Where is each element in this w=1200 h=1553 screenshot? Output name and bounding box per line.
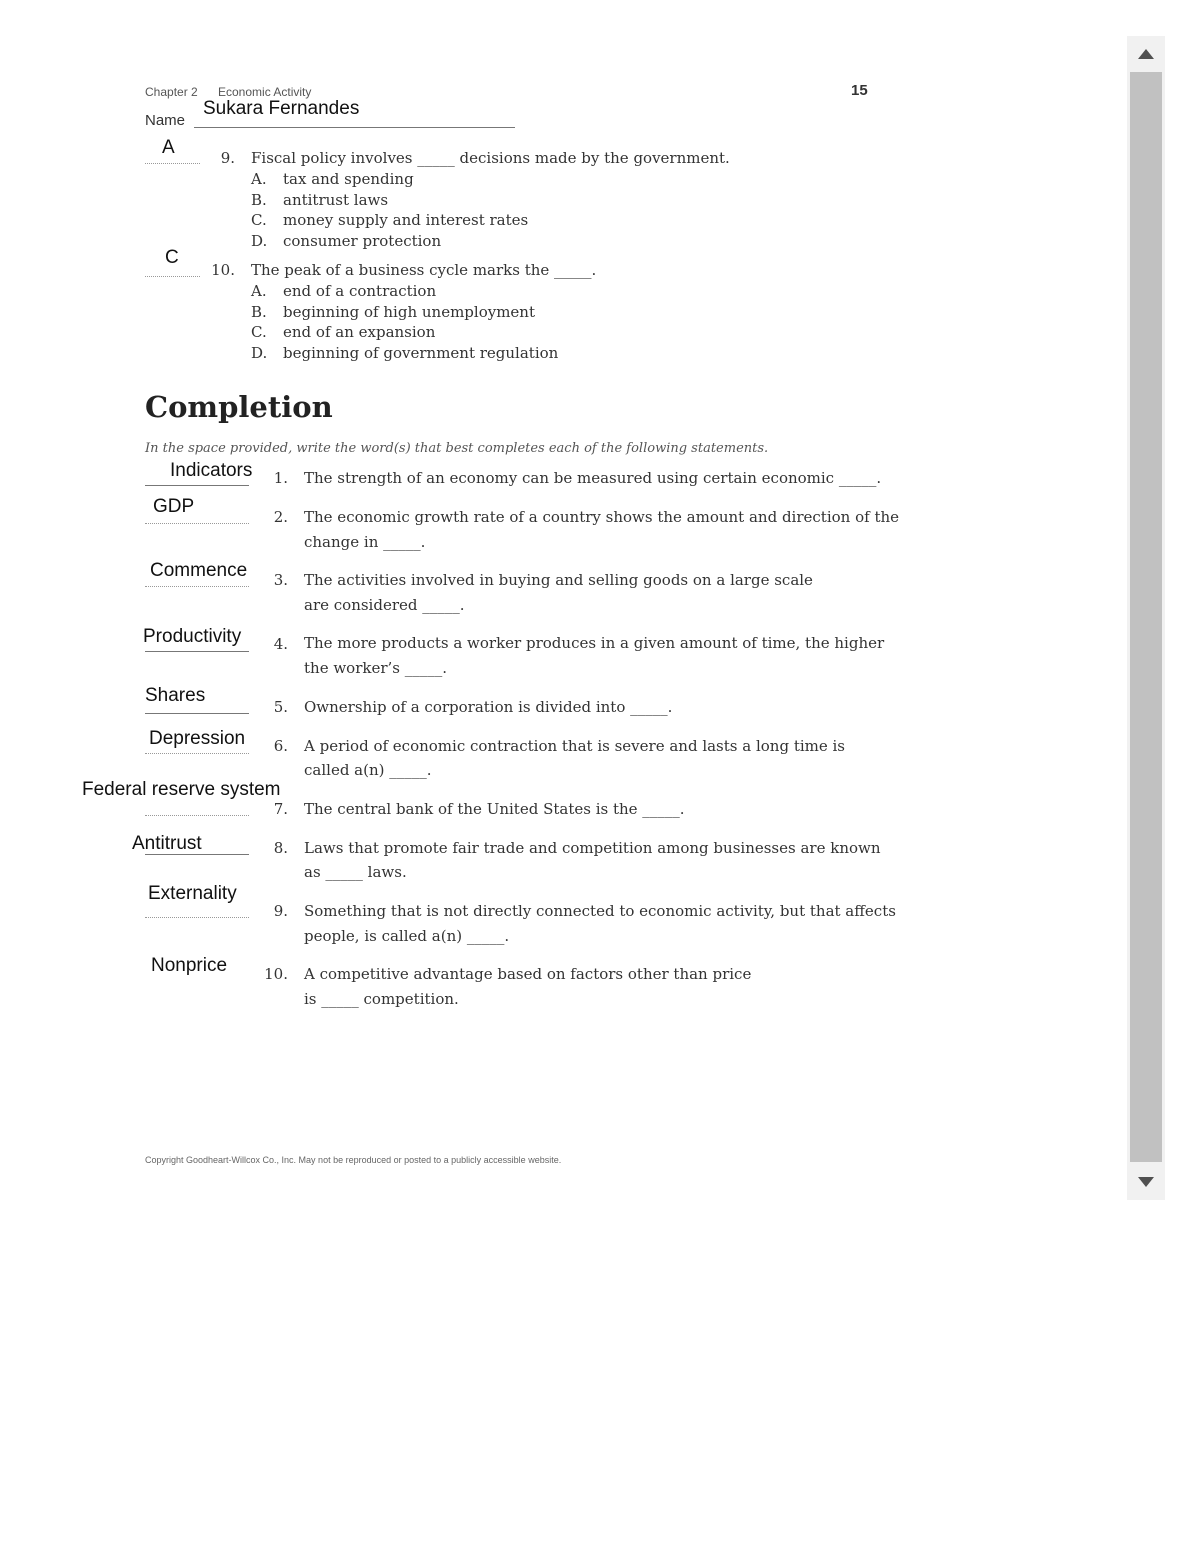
question-number: 10.	[211, 261, 235, 279]
scroll-down-button[interactable]	[1127, 1164, 1165, 1200]
item-number: 7.	[273, 800, 288, 818]
item-text: The strength of an economy can be measured using certain economic _____.	[304, 469, 882, 487]
triangle-down-icon	[1137, 1176, 1155, 1188]
answer-line	[145, 586, 249, 587]
item-text: Something that is not directly connected to economic activity, but that affects	[304, 902, 896, 920]
item-text: as _____ laws.	[304, 863, 407, 881]
item-number: 5.	[273, 698, 288, 716]
answer-line	[145, 854, 249, 855]
option-letter: D.	[251, 344, 268, 362]
completion-answer-2[interactable]: GDP	[153, 496, 195, 517]
name-label: Name	[145, 112, 186, 129]
item-text: The economic growth rate of a country shows the amount and direction of the	[304, 508, 900, 526]
option-text: consumer protection	[283, 232, 442, 250]
item-number: 3.	[273, 571, 288, 589]
option-text: beginning of government regulation	[283, 344, 559, 362]
scrollbar-thumb[interactable]	[1130, 72, 1162, 1162]
completion-answer-5[interactable]: Shares	[145, 685, 206, 706]
option-letter: C.	[251, 323, 267, 341]
completion-answer-4[interactable]: Productivity	[143, 626, 242, 647]
mc-answer-10[interactable]: C	[165, 247, 179, 268]
question-number: 9.	[220, 149, 235, 167]
question-text: The peak of a business cycle marks the _____.	[251, 261, 597, 279]
option-text: end of an expansion	[283, 323, 436, 341]
item-number: 8.	[273, 839, 288, 857]
chapter-label: Chapter 2	[145, 85, 198, 99]
item-text: people, is called a(n) _____.	[304, 927, 510, 945]
item-text: The more products a worker produces in a given amount of time, the higher	[304, 634, 885, 652]
section-instructions: In the space provided, write the word(s) that best completes each of the following statements.	[145, 441, 769, 456]
item-text: called a(n) _____.	[304, 761, 432, 779]
item-text: A period of economic contraction that is severe and lasts a long time is	[304, 737, 846, 755]
scroll-up-button[interactable]	[1127, 36, 1165, 72]
item-number: 10.	[264, 965, 288, 983]
item-text: is _____ competition.	[304, 990, 459, 1008]
item-number: 6.	[273, 737, 288, 755]
item-number: 1.	[273, 469, 288, 487]
name-field[interactable]: Sukara Fernandes	[203, 98, 360, 119]
item-text: Laws that promote fair trade and competition among businesses are known	[304, 839, 881, 857]
section-heading: Completion	[145, 390, 333, 424]
completion-answer-3[interactable]: Commence	[150, 560, 248, 581]
option-letter: D.	[251, 232, 268, 250]
triangle-up-icon	[1137, 48, 1155, 60]
item-text: A competitive advantage based on factors other than price	[304, 965, 752, 983]
completion-answer-1[interactable]: Indicators	[170, 460, 253, 481]
option-letter: B.	[251, 191, 267, 209]
item-number: 4.	[273, 635, 288, 653]
completion-answer-7[interactable]: Federal reserve system	[82, 779, 281, 800]
item-text: change in _____.	[304, 533, 426, 551]
completion-answer-8[interactable]: Antitrust	[132, 833, 202, 854]
vertical-scrollbar[interactable]	[1127, 36, 1165, 1200]
answer-line	[145, 713, 249, 714]
answer-line	[145, 651, 249, 652]
question-text: Fiscal policy involves _____ decisions made by the government.	[251, 149, 730, 167]
completion-answer-10[interactable]: Nonprice	[151, 955, 228, 976]
item-text: are considered _____.	[304, 596, 465, 614]
item-number: 9.	[273, 902, 288, 920]
option-letter: C.	[251, 211, 267, 229]
completion-answer-6[interactable]: Depression	[149, 728, 246, 749]
answer-line	[145, 276, 200, 277]
item-number: 2.	[273, 508, 288, 526]
answer-line	[145, 917, 249, 918]
mc-answer-9[interactable]: A	[162, 137, 175, 158]
answer-line	[145, 523, 249, 524]
answer-line	[145, 815, 249, 816]
option-text: beginning of high unemployment	[283, 303, 535, 321]
answer-line	[145, 753, 249, 754]
option-letter: A.	[251, 282, 267, 300]
chapter-title: Economic Activity	[218, 85, 312, 99]
option-text: antitrust laws	[283, 191, 389, 209]
option-text: tax and spending	[283, 170, 414, 188]
option-text: end of a contraction	[283, 282, 437, 300]
item-text: The activities involved in buying and selling goods on a large scale	[304, 571, 813, 589]
answer-line	[145, 163, 200, 164]
copyright-notice: Copyright Goodheart-Willcox Co., Inc. May not be reproduced or posted to a publicly accessible website.	[145, 1155, 562, 1165]
option-letter: A.	[251, 170, 267, 188]
item-text: Ownership of a corporation is divided into _____.	[304, 698, 673, 716]
item-text: The central bank of the United States is the _____.	[304, 800, 685, 818]
item-text: the worker’s _____.	[304, 659, 448, 677]
name-underline	[194, 127, 515, 128]
page-number: 15	[851, 82, 868, 99]
answer-line	[145, 485, 249, 486]
option-letter: B.	[251, 303, 267, 321]
option-text: money supply and interest rates	[283, 211, 529, 229]
completion-answer-9[interactable]: Externality	[148, 883, 237, 904]
